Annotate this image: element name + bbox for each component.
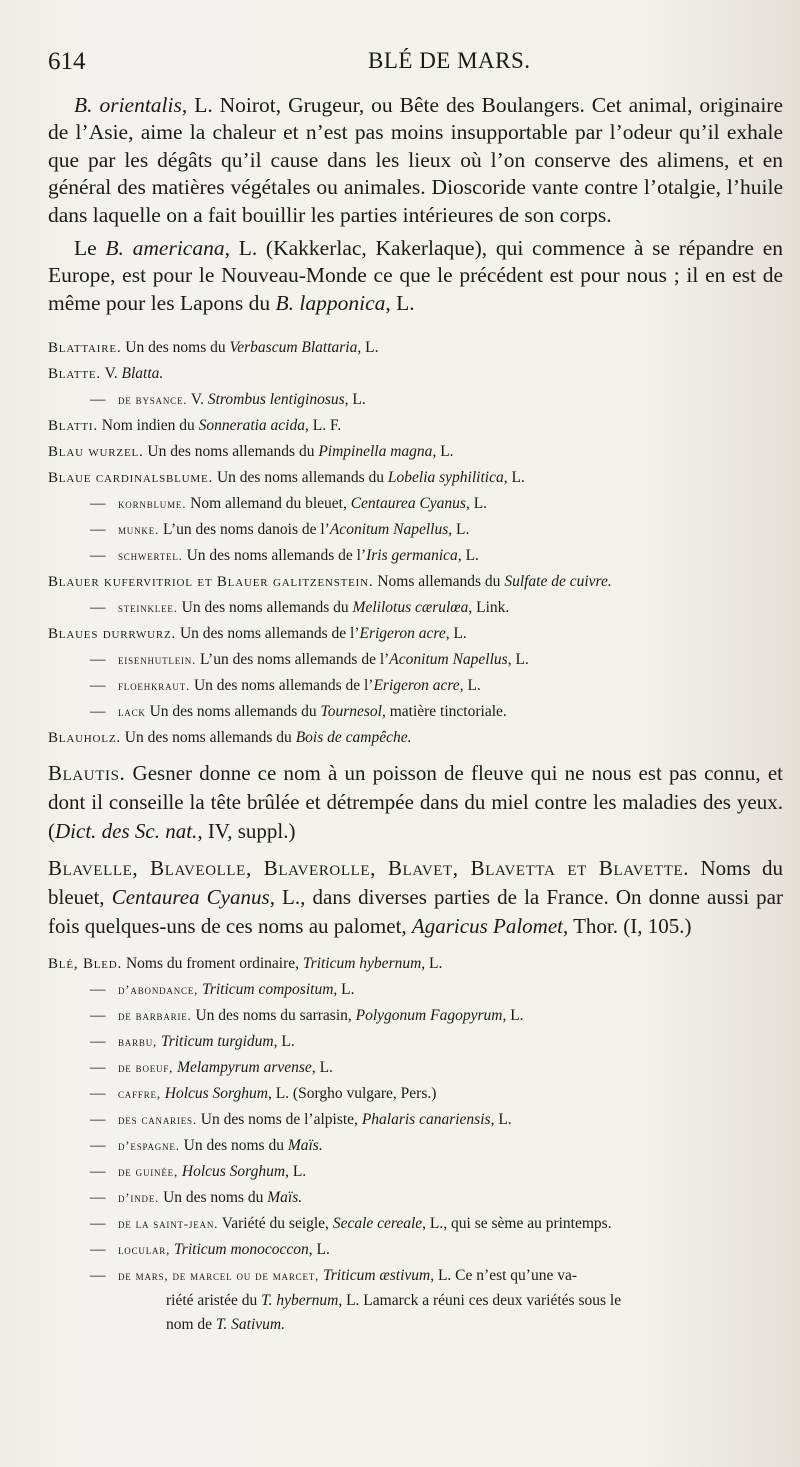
entry-head: Blauer kufervitriol et Blauer galitzenstein.	[48, 574, 374, 591]
entry-head: Blatti.	[48, 418, 98, 435]
text-segment: , L.	[285, 1163, 307, 1181]
entry-dash: —	[90, 547, 106, 565]
dictionary-entry	[48, 335, 783, 361]
taxon-name: Polygonum Fagopyrum	[355, 1007, 503, 1025]
text-segment: L’un des noms danois de l’	[159, 521, 330, 539]
entry-head: barbu,	[118, 1034, 158, 1050]
entry-dash: —	[90, 1111, 106, 1129]
text-segment: , matière tinctoriale.	[381, 703, 507, 721]
taxon-name: Tournesol	[320, 703, 382, 721]
entry-head: Blaues durrwurz.	[48, 626, 177, 643]
dictionary-entry	[48, 595, 783, 621]
entry-head: de guinée,	[118, 1164, 178, 1180]
taxon-name: Agaricus Palomet	[411, 914, 563, 939]
taxon-name: B. orientalis	[74, 93, 182, 117]
entry-head: Blé, Bled.	[48, 956, 123, 973]
dictionary-entry	[48, 1029, 783, 1055]
entry-head: floehkraut.	[118, 678, 191, 694]
taxon-name: Strombus lentiginosus	[207, 391, 345, 409]
entry-list-blatt	[48, 335, 783, 751]
citation: Dict. des Sc. nat.	[55, 819, 198, 844]
taxon-name: Centaurea Cyanus	[350, 495, 466, 513]
text-segment: Le	[74, 236, 106, 261]
entry-head: des canaries.	[118, 1112, 197, 1128]
dictionary-entry	[48, 1003, 783, 1029]
taxon-name: Aconitum Napellus	[389, 651, 508, 669]
text-segment: , Thor. (I, 105.)	[562, 914, 692, 939]
entry-dash: —	[90, 1085, 106, 1103]
text-segment: , L., dans diverses parties de la France. On donne aussi par fois quelques-uns de ces noms au palomet,	[48, 885, 783, 939]
dictionary-entry	[48, 725, 783, 751]
text-segment: Un des noms allemands du	[213, 469, 388, 487]
entry-head: de la saint-jean.	[118, 1216, 219, 1232]
entry-head: de boeuf,	[118, 1060, 174, 1076]
entry-head: de bysance.	[118, 392, 188, 408]
dictionary-entry	[48, 361, 783, 387]
page-number: 614	[48, 48, 86, 75]
taxon-name: Centaurea Cyanus	[111, 885, 270, 910]
taxon-name: Iris germanica	[366, 547, 458, 565]
dictionary-entry	[48, 1263, 783, 1289]
text-segment: Un des noms du	[121, 339, 230, 357]
entry-head: kornblume.	[118, 496, 187, 512]
text-segment: riété aristée du	[166, 1292, 262, 1310]
taxon-name: T. Sativum.	[215, 1316, 285, 1334]
dictionary-entry	[48, 977, 783, 1003]
entry-dash: —	[90, 1163, 106, 1181]
text-segment: , L.	[357, 339, 379, 357]
taxon-name: Sulfate de cuivre.	[504, 573, 612, 591]
taxon-name: Triticum æstivum	[322, 1267, 431, 1285]
text-segment: , L.	[273, 1033, 295, 1051]
taxon-name: Maïs.	[267, 1189, 303, 1207]
text-segment: , L.	[344, 391, 366, 409]
entry-head: steinklee.	[118, 600, 178, 616]
entry-dash: —	[90, 1059, 106, 1077]
entry-dash: —	[90, 1267, 106, 1285]
taxon-name: Phalaris canariensis	[361, 1111, 491, 1129]
entry-head: Blau wurzel.	[48, 444, 144, 461]
taxon-name: Melampyrum arvense	[177, 1059, 312, 1077]
entry-dash: —	[90, 391, 106, 409]
dictionary-entry	[48, 1159, 783, 1185]
taxon-name: Blatta.	[121, 365, 164, 383]
entry-head: eisenhutlein.	[118, 652, 197, 668]
text-segment: Noms du bleuet,	[48, 856, 783, 910]
taxon-name: B. americana	[105, 236, 225, 261]
dictionary-entry	[48, 1211, 783, 1237]
taxon-name: Erigeron acre	[373, 677, 460, 695]
entry-head: lack	[118, 704, 146, 720]
text-segment: Gesner donne ce nom à un poisson de fleuve qui ne nous est pas connu, et dont il conseille la tête brûlée et détrempée dans du miel contre les maladies des yeux. (	[48, 761, 783, 844]
text-segment: Un des noms du sarrasin,	[191, 1007, 356, 1025]
text-segment: , L.	[503, 469, 525, 487]
text-segment: Noms du froment ordinaire,	[122, 955, 303, 973]
text-segment: , L.	[490, 1111, 512, 1129]
entry-head: schwertel.	[118, 548, 183, 564]
text-segment: , L.	[448, 521, 470, 539]
paragraph-blautis	[48, 759, 783, 846]
entry-head: Blauholz.	[48, 730, 121, 747]
entry-list-ble	[48, 951, 783, 1289]
text-segment: Un des noms allemands de l’	[190, 677, 374, 695]
continuation-line	[48, 1313, 783, 1337]
entry-head: d’abondance,	[118, 982, 199, 998]
dictionary-entry	[48, 951, 783, 977]
dictionary-entry	[48, 543, 783, 569]
text-segment: L’un des noms allemands de l’	[196, 651, 390, 669]
dictionary-entry	[48, 647, 783, 673]
text-segment: V.	[187, 391, 208, 409]
dictionary-entry	[48, 1237, 783, 1263]
entry-dash: —	[90, 1137, 106, 1155]
dictionary-entry	[48, 1185, 783, 1211]
entry-dash: —	[90, 677, 106, 695]
entry-head: Blaue cardinalsblume.	[48, 470, 214, 487]
dictionary-entry	[48, 673, 783, 699]
text-segment: , L.	[432, 443, 454, 461]
entry-dash: —	[90, 1241, 106, 1259]
text-segment: , L.	[311, 1059, 333, 1077]
taxon-name: Bois de campêche.	[295, 729, 412, 747]
taxon-name: Pimpinella magna	[318, 443, 433, 461]
text-segment: , L.	[459, 677, 481, 695]
page-body	[48, 92, 783, 1337]
taxon-name: Holcus Sorghum	[164, 1085, 268, 1103]
text-segment: , L. F.	[305, 417, 342, 435]
paragraph-orientalis	[48, 92, 783, 229]
text-segment: Un des noms allemands de l’	[176, 625, 360, 643]
text-segment: , L. (Sorgho vulgare, Pers.)	[267, 1085, 437, 1103]
text-segment: Nom indien du	[97, 417, 199, 435]
entry-head: d’inde.	[118, 1190, 160, 1206]
taxon-name: Melilotus cærulœa	[352, 599, 469, 617]
text-segment: , Link.	[468, 599, 510, 617]
dictionary-entry	[48, 699, 783, 725]
dictionary-entry	[48, 1107, 783, 1133]
paragraph-americana	[48, 235, 783, 317]
entry-dash: —	[90, 1215, 106, 1233]
text-segment: , L. Lamarck a réuni ces deux variétés sous le	[338, 1292, 622, 1310]
entry-dash: —	[90, 599, 106, 617]
paragraph-text: , L. Noirot, Grugeur, ou Bête des Boulangers. Cet animal, originaire de l’Asie, aime la chaleur et n’est pas moins insupportable par l’odeur qu’il exhale que par les dégâts qu’il cause dans les lieux où l’on conserve des alimens, et en général des matières végétales ou animales. Dioscoride vante contre l’otalgie, l’huile dans laquelle on a fait bouillir les parties intérieures de son corps.	[48, 93, 783, 227]
entry-head: de barbarie.	[118, 1008, 192, 1024]
entry-dash: —	[90, 521, 106, 539]
running-head: BLÉ DE MARS.	[368, 48, 531, 73]
text-segment: , L., qui se sème au printemps.	[422, 1215, 612, 1233]
entry-dash: —	[90, 1189, 106, 1207]
text-segment: , L.	[457, 547, 479, 565]
taxon-name: Triticum monococcon	[174, 1241, 309, 1259]
taxon-name: Lobelia syphilitica	[387, 469, 504, 487]
text-segment: , L.	[465, 495, 488, 513]
text-segment: Un des noms du	[179, 1137, 288, 1155]
text-segment: Nom allemand du bleuet,	[186, 495, 351, 513]
entry-dash: —	[90, 651, 106, 669]
entry-head: Blatte.	[48, 366, 101, 383]
text-segment: , L.	[502, 1007, 524, 1025]
taxon-name: B. lapponica	[275, 290, 386, 315]
dictionary-entry	[48, 517, 783, 543]
entry-dash: —	[90, 703, 106, 721]
taxon-name: T. hybernum	[261, 1292, 339, 1310]
text-segment: , L.	[445, 625, 467, 643]
entry-head: munke.	[118, 522, 160, 538]
text-segment: Noms allemands du	[373, 573, 505, 591]
text-segment: , L.	[421, 955, 443, 973]
taxon-name: Aconitum Napellus	[329, 521, 449, 539]
page-header	[40, 48, 790, 84]
taxon-name: Triticum turgidum	[160, 1033, 274, 1051]
dictionary-entry	[48, 465, 783, 491]
dictionary-entry	[48, 1081, 783, 1107]
text-segment: , L.	[308, 1241, 330, 1259]
taxon-name: Sonneratia acida	[198, 417, 305, 435]
entry-head: caffre,	[118, 1086, 161, 1102]
dictionary-entry	[48, 439, 783, 465]
dictionary-entry	[48, 491, 783, 517]
text-segment: Un des noms allemands de l’	[182, 547, 367, 565]
entry-dash: —	[90, 1033, 106, 1051]
taxon-name: Erigeron acre	[359, 625, 446, 643]
taxon-name: Maïs.	[287, 1137, 323, 1155]
text-segment: , L. Ce n’est qu’une va-	[430, 1267, 577, 1285]
entry-head: d’espagne.	[118, 1138, 180, 1154]
entry-head: locular,	[118, 1242, 171, 1258]
taxon-name: Secale cereale	[332, 1215, 423, 1233]
entry-dash: —	[90, 1007, 106, 1025]
entry-head: Blavelle, Blaveolle, Blaverolle, Blavet, Blavetta et Blavette.	[48, 856, 690, 881]
taxon-name: Triticum hybernum	[302, 955, 422, 973]
dictionary-entry	[48, 1133, 783, 1159]
entry-head: de mars, de marcel ou de marcet,	[118, 1268, 320, 1284]
text-segment: Variété du seigle,	[218, 1215, 333, 1233]
dictionary-entry	[48, 621, 783, 647]
text-segment: , L. (Kakkerlac, Kakerlaque), qui commence à se répandre en Europe, est pour le Nouveau-Monde ce que le précédent est pour nous ; il en est de même pour les Lapons du	[48, 236, 783, 315]
text-segment: Un des noms allemands du	[143, 443, 319, 461]
entry-head: Blattaire.	[48, 340, 122, 357]
text-segment: V.	[100, 365, 122, 383]
dictionary-entry	[48, 413, 783, 439]
text-segment: , L.	[385, 290, 415, 315]
taxon-name: Triticum compositum	[202, 981, 334, 999]
continuation-line	[48, 1289, 783, 1313]
text-segment: , L.	[333, 981, 355, 999]
dictionary-entry	[48, 387, 783, 413]
entry-dash: —	[90, 981, 106, 999]
entry-dash: —	[90, 495, 106, 513]
text-segment: Un des noms de l’alpiste,	[196, 1111, 362, 1129]
text-segment: , L.	[507, 651, 529, 669]
dictionary-entry	[48, 569, 783, 595]
text-segment: Un des noms allemands du	[177, 599, 353, 617]
text-segment: , IV, suppl.)	[197, 819, 296, 844]
text-segment: Un des noms allemands du	[120, 729, 296, 747]
text-segment: Un des noms allemands du	[145, 703, 321, 721]
taxon-name: Verbascum Blattaria	[229, 339, 358, 357]
text-segment: nom de	[166, 1316, 216, 1334]
taxon-name: Holcus Sorghum	[181, 1163, 286, 1181]
text-segment: Un des noms du	[159, 1189, 268, 1207]
paragraph-blavelle	[48, 854, 783, 941]
dictionary-entry	[48, 1055, 783, 1081]
entry-head: Blautis.	[48, 761, 126, 786]
